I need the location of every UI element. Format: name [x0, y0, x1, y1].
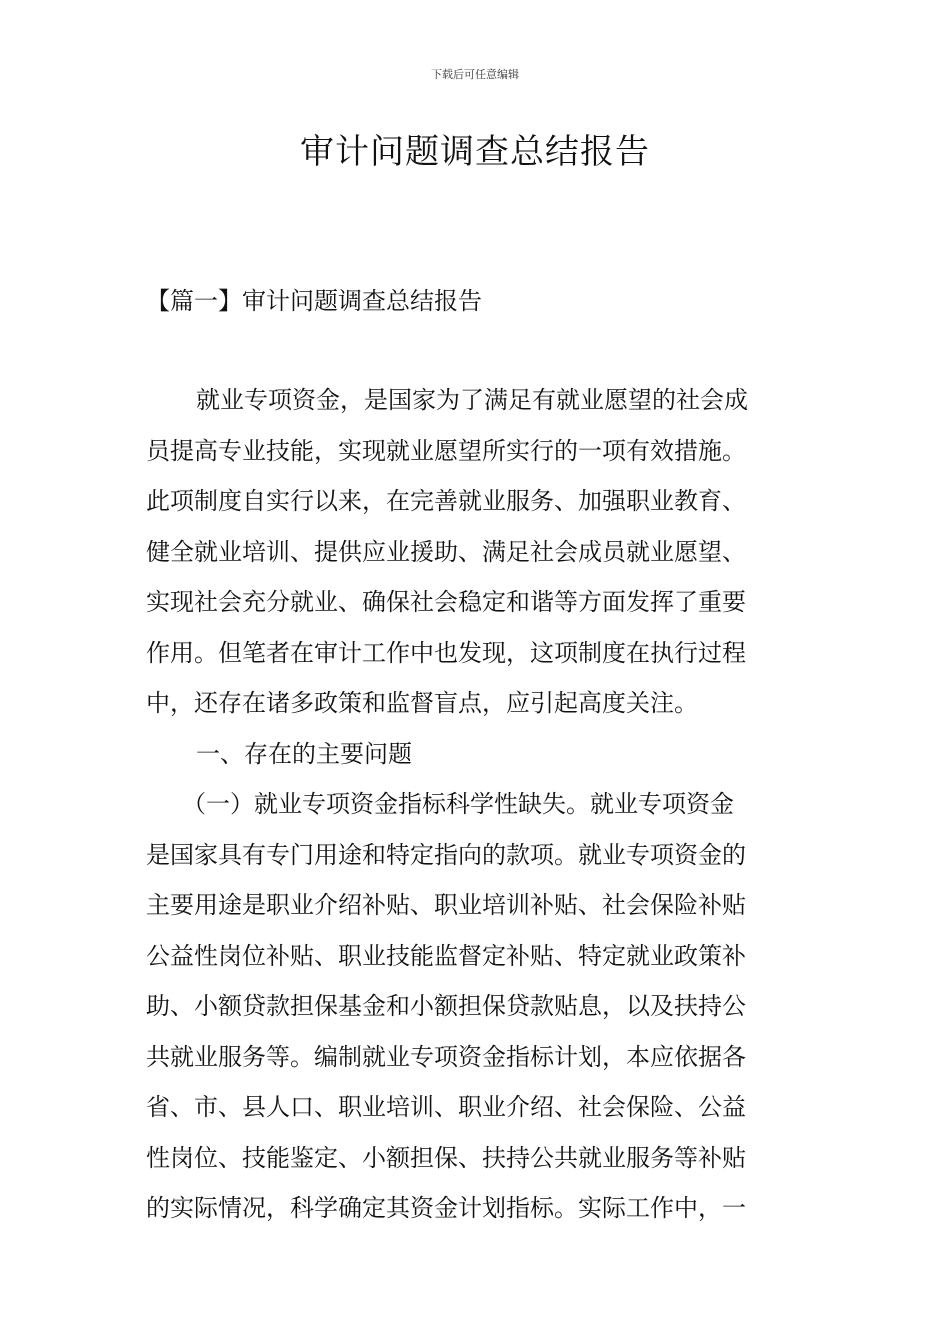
body-text — [146, 375, 806, 1234]
text-line: 中，还存在诸多政策和监督盲点，应引起高度关注。 — [146, 689, 698, 717]
text-line: 主要用途是职业介绍补贴、职业培训补贴、社会保险补贴 — [146, 891, 746, 919]
text-line: 是国家具有专门用途和特定指向的款项。就业专项资金的 — [146, 840, 746, 869]
text-line: 员提高专业技能，实现就业愿望所实行的一项有效措施。 — [146, 436, 746, 465]
text-line: 性岗位、技能鉴定、小额担保、扶持公共就业服务等补贴 — [146, 1143, 746, 1172]
text-line: 作用。但笔者在审计工作中也发现，这项制度在执行过程 — [146, 638, 746, 667]
text-line: 公益性岗位补贴、职业技能监督定补贴、特定就业政策补 — [146, 941, 746, 970]
text-line: 助、小额贷款担保基金和小额担保贷款贴息，以及扶持公 — [146, 992, 746, 1020]
header-note: 下载后可任意编辑 — [431, 68, 519, 81]
text-line: 此项制度自实行以来，在完善就业服务、加强职业教育、 — [146, 487, 746, 515]
section-heading: 【篇一】审计问题调查总结报告 — [146, 287, 482, 315]
text-line: （一）就业专项资金指标科学性缺失。就业专项资金 — [182, 790, 734, 818]
text-line: 就业专项资金，是国家为了满足有就业愿望的社会成 — [196, 386, 748, 414]
text-line: 省、市、县人口、职业培训、职业介绍、社会保险、公益 — [146, 1093, 746, 1121]
text-line: 共就业服务等。编制就业专项资金指标计划，本应依据各 — [146, 1042, 746, 1071]
subheading-line: 一、存在的主要问题 — [196, 739, 412, 768]
document-title: 审计问题调查总结报告 — [300, 132, 650, 172]
text-line: 健全就业培训、提供应业援助、满足社会成员就业愿望、 — [146, 537, 746, 566]
text-line: 实现社会充分就业、确保社会稳定和谐等方面发挥了重要 — [146, 588, 746, 616]
text-line: 的实际情况，科学确定其资金计划指标。实际工作中，一 — [146, 1194, 746, 1222]
